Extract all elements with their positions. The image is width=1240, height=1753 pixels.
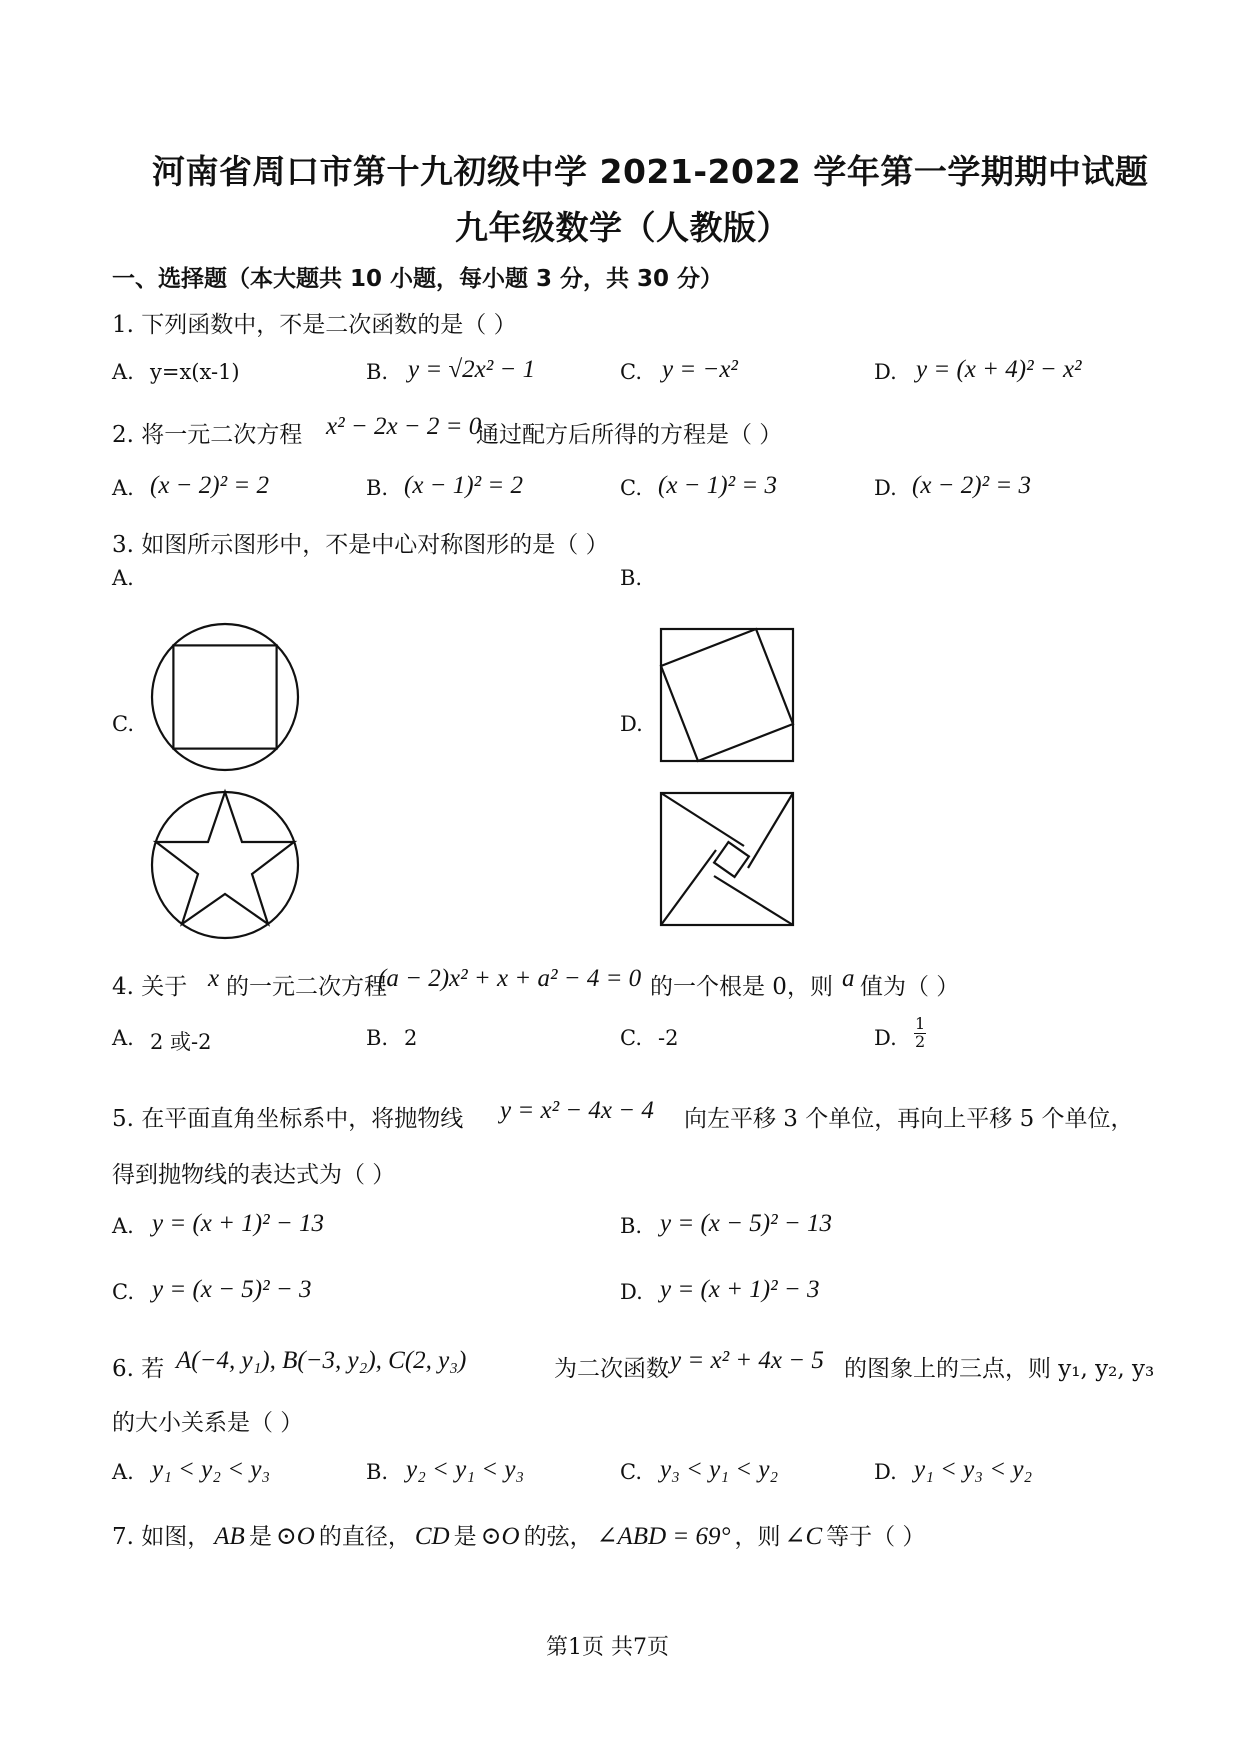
q3-option-a-label: A. [112, 566, 134, 590]
question-5-stem-line2: 得到抛物线的表达式为（ ） [112, 1162, 396, 1188]
q3-option-b-label: B. [620, 566, 643, 590]
figure-b-outer-square [661, 629, 793, 761]
q6-option-d-label: D. [874, 1460, 897, 1484]
question-7-angle-c: ∠C [784, 1523, 823, 1550]
question-5-equation: y = x² − 4x − 4 [500, 1097, 654, 1124]
figure-d-line-3 [714, 876, 793, 925]
q4-option-c: -2 [658, 1026, 679, 1050]
question-7-circle-1: ⊙O [275, 1523, 315, 1550]
q2-option-b-label: B. [366, 476, 389, 500]
q2-option-a-label: A. [112, 476, 134, 500]
q3-option-c-label: C. [112, 712, 134, 736]
figure-d-line-1 [661, 793, 744, 846]
q4-option-d-denominator: 2 [915, 1031, 926, 1051]
question-7-text-4: 的弦， [523, 1524, 593, 1550]
question-7-text-2: 的直径， [318, 1524, 411, 1550]
figure-b-inner-square [661, 629, 793, 761]
q2-option-a: (x − 2)² = 2 [150, 472, 269, 499]
q1-option-d: y = (x + 4)² − x² [916, 356, 1082, 383]
q1-option-b-label: B. [366, 360, 389, 384]
question-6-points: A(−4, y₁), B(−3, y₂), C(2, y₃) [176, 1347, 467, 1374]
q4-option-a-label: A. [112, 1026, 134, 1050]
question-2-equation: x² − 2x − 2 = 0 [326, 413, 482, 440]
q5-option-b-label: B. [620, 1214, 643, 1238]
q1-option-d-label: D. [874, 360, 897, 384]
question-7-text-6: 等于（ ） [826, 1524, 926, 1550]
question-6-stem-line2: 的大小关系是（ ） [112, 1410, 304, 1436]
q4-option-d [914, 1016, 926, 1051]
q5-option-d-label: D. [620, 1280, 643, 1304]
figure-circle-star [150, 790, 300, 940]
question-7-text-3: 是 [453, 1524, 477, 1550]
figure-square-rotated-square [660, 628, 794, 762]
question-7-text-5: ，则 [734, 1524, 781, 1550]
q6-option-d: y₁ < y₃ < y₂ [914, 1456, 1033, 1483]
question-7-angle: ∠ABD = 69° [596, 1523, 731, 1550]
q4-option-b-label: B. [366, 1026, 389, 1050]
question-3-stem: 3. 如图所示图形中，不是中心对称图形的是（ ） [112, 532, 609, 558]
question-7-stem-pre: 7. 如图， [112, 1524, 211, 1550]
question-6-equation: y = x² + 4x − 5 [670, 1347, 824, 1374]
question-7-text-1: 是 [248, 1524, 272, 1550]
question-4-var-x: x [208, 965, 220, 992]
figure-c-circle [152, 792, 298, 938]
figure-d-line-2 [748, 793, 793, 868]
q4-option-a: 2 或-2 [150, 1030, 212, 1054]
q4-option-d-label: D. [874, 1026, 897, 1050]
q6-option-b-label: B. [366, 1460, 389, 1484]
figure-d-line-4 [661, 850, 716, 925]
q6-option-a-label: A. [112, 1460, 134, 1484]
question-7-ab: AB [214, 1523, 245, 1550]
figure-a-square [173, 645, 276, 748]
q6-option-c-label: C. [620, 1460, 642, 1484]
q5-option-a: y = (x + 1)² − 13 [152, 1210, 324, 1237]
question-7-cd: CD [414, 1523, 450, 1550]
figure-circle-square [150, 622, 300, 772]
figure-c-star [156, 792, 294, 924]
question-4-equation: (a − 2)x² + x + a² − 4 = 0 [378, 965, 642, 992]
figure-pinwheel-square [660, 792, 794, 926]
question-6-stem-post: 的图象上的三点，则 y₁, y₂, y₃ [844, 1356, 1155, 1382]
q6-option-b: y₂ < y₁ < y₃ [406, 1456, 525, 1483]
section-heading: 一、选择题（本大题共 10 小题，每小题 3 分，共 30 分） [112, 266, 724, 292]
figure-d-outer-square [661, 793, 793, 925]
question-5-stem-post: 向左平移 3 个单位，再向上平移 5 个单位， [684, 1106, 1134, 1132]
question-4-stem-post2: 值为（ ） [860, 974, 960, 1000]
question-4-stem-post1: 的一个根是 0，则 [650, 974, 833, 1000]
q2-option-d-label: D. [874, 476, 897, 500]
q4-option-c-label: C. [620, 1026, 642, 1050]
page-number: 第1页 共7页 [546, 1635, 669, 1660]
question-4-var-a: a [842, 965, 855, 992]
question-5-stem-pre: 5. 在平面直角坐标系中，将抛物线 [112, 1106, 464, 1132]
q1-option-a: y=x(x-1) [150, 360, 240, 384]
q6-option-a: y₁ < y₂ < y₃ [152, 1456, 271, 1483]
q1-option-c: y = −x² [662, 356, 738, 383]
question-2-stem-pre: 2. 将一元二次方程 [112, 422, 303, 448]
figure-d-inner-square [714, 842, 749, 877]
question-2-stem-post: 通过配方后所得的方程是（ ） [476, 422, 783, 448]
q5-option-a-label: A. [112, 1214, 134, 1238]
q4-option-d-fraction [914, 1016, 926, 1051]
question-4-stem-pre: 4. 关于 [112, 974, 188, 1000]
q2-option-c-label: C. [620, 476, 642, 500]
q1-option-a-label: A. [112, 360, 134, 384]
q4-option-d-numerator: 1 [915, 1014, 926, 1033]
q3-option-d-label: D. [620, 712, 643, 736]
page-subtitle: 九年级数学（人教版） [455, 208, 790, 247]
q5-option-d: y = (x + 1)² − 3 [660, 1276, 820, 1303]
q1-option-c-label: C. [620, 360, 642, 384]
question-6-stem-pre: 6. 若 [112, 1356, 165, 1382]
q2-option-c: (x − 1)² = 3 [658, 472, 777, 499]
question-4-stem-mid: 的一元二次方程 [226, 974, 387, 1000]
question-6-stem-mid: 为二次函数 [554, 1356, 669, 1382]
q2-option-b: (x − 1)² = 2 [404, 472, 523, 499]
q5-option-c: y = (x − 5)² − 3 [152, 1276, 312, 1303]
q1-option-b: y = √2x² − 1 [408, 356, 536, 383]
question-1-stem: 1. 下列函数中，不是二次函数的是（ ） [112, 312, 517, 338]
question-7-stem [112, 1518, 925, 1551]
q2-option-d: (x − 2)² = 3 [912, 472, 1031, 499]
question-7-circle-2: ⊙O [480, 1523, 520, 1550]
page-title: 河南省周口市第十九初级中学 2021-2022 学年第一学期期中试题 [152, 152, 1149, 191]
q5-option-b: y = (x − 5)² − 13 [660, 1210, 832, 1237]
q6-option-c: y₃ < y₁ < y₂ [660, 1456, 779, 1483]
q4-option-b: 2 [404, 1026, 418, 1050]
q5-option-c-label: C. [112, 1280, 134, 1304]
